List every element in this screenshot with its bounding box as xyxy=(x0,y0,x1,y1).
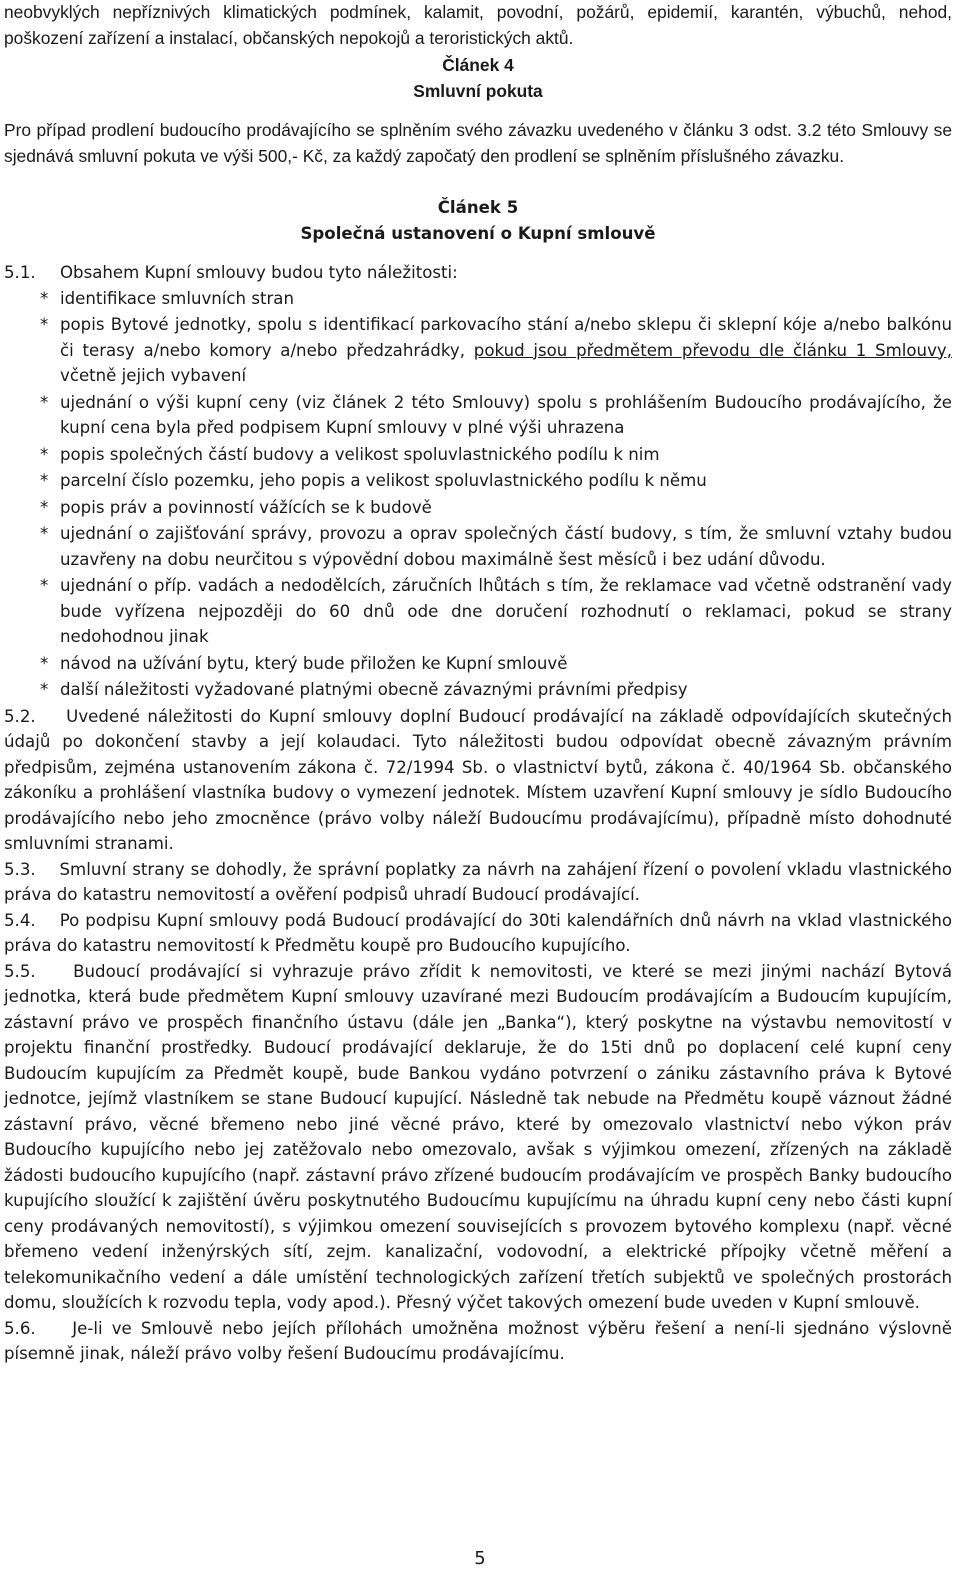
section-5-1 xyxy=(4,260,952,286)
article-4-title: Smluvní pokuta xyxy=(413,80,543,101)
underlined-text: pokud jsou předmětem převodu dle článku 1 Smlouvy, xyxy=(473,340,952,360)
bullet: * xyxy=(40,392,49,412)
section-5-6 xyxy=(4,1316,952,1367)
section-number: 5.3. xyxy=(4,859,36,879)
list-item xyxy=(4,677,952,703)
section-number: 5.1. xyxy=(4,263,36,282)
bullet: * xyxy=(40,471,49,490)
bullet: * xyxy=(40,524,49,543)
article-5-heading: Článek 5 xyxy=(437,198,519,217)
bullet: * xyxy=(40,653,49,673)
article-4-heading: Článek 4 xyxy=(442,55,514,75)
section-5-3 xyxy=(4,857,952,908)
list-item-text: ujednání o zajišťování správy, provozu a oprav společných částí budovy, s tím, že smluvní vztahy budou uzavřeny na dobu neurčitou s výpovědní dobou maximálně šest měsíců i bez udání důvodu. xyxy=(60,524,952,569)
list-item xyxy=(4,286,952,312)
section-number: 5.5. xyxy=(4,961,36,981)
section-5-4 xyxy=(4,908,952,959)
list-item-text: popis práv a povinností vážících se k budově xyxy=(60,497,432,517)
list-item-part: popis Bytové jednotky, spolu s identifikací parkovacího stání a/nebo sklepu či sklepní kóje a/nebo balkónu či terasy a/nebo komory a/nebo předzahrádky, xyxy=(60,315,952,360)
article-5-title: Společná ustanovení o Kupní smlouvě xyxy=(300,223,656,243)
list-item-text: ujednání o výši kupní ceny (viz článek 2 této Smlouvy) spolu s prohlášením Budoucího prodávajícího, že kupní cena byla před podpisem Kupní smlouvy v plné výši uhrazena xyxy=(60,392,952,437)
list-item-text: popis společných částí budovy a velikost spoluvlastnického podílu k nim xyxy=(60,444,660,464)
intro-paragraph: neobvyklých nepříznivých klimatických podmínek, kalamit, povodní, požárů, epidemií, karantén, výbuchů, nehod, poškození zařízení a instalací, občanských nepokojů a teroristických aktů. xyxy=(4,2,952,48)
section-text: Po podpisu Kupní smlouvy podá Budoucí prodávající do 30ti kalendářních dnů návrh na vklad vlastnického práva do katastru nemovitostí k Předmětu koupě pro Budoucího kupujícího. xyxy=(4,910,952,955)
list-item xyxy=(4,442,952,468)
requirements-list xyxy=(4,286,952,703)
section-text: Smluvní strany se dohodly, že správní poplatky za návrh na zahájení řízení o povolení vkladu vlastnického práva do katastru nemovitostí a ověření podpisů uhradí Budoucí prodávající. xyxy=(4,859,952,904)
section-text: Budoucí prodávající si vyhrazuje právo zřídit k nemovitosti, ve které se mezi jinými nachází Bytová jednotka, která bude předmětem Kupní smlouvy uzavírané mezi Budoucím prodávajícím a Budoucím kupujícím, zástavní právo ve prospěch finančního ústavu (dále jen „Banka“), který poskytne na výstavbu nemovitostí v projektu finanční prostředky. Budoucí prodávající deklaruje, že do 15ti dnů po doplacení celé kupní ceny Budoucím kupujícím za Předmět koupě, bude Bankou vydáno potvrzení o zániku zástavního práva k Bytové jednotce, jejímž vlastníkem se stane Budoucí kupující. Následně tak nebude na Předmětu koupě váznout žádné zástavní právo, věcné břemeno nebo jiné věcné právo, které by omezovalo vlastnictví nebo výkon práv Budoucího kupujícího nebo jej zatěžovalo nebo omezovalo, avšak s výjimkou omezení, zřízených na základě žádosti budoucího kupujícího (např. zástavní právo zřízené budoucím prodávajícím ve prospěch Banky budoucího kupujícího sloužící k zajištění úvěru poskytnutého Budoucímu kupujícímu na úhradu kupní ceny nebo části kupní ceny prodávaných nemovitostí), s výjimkou omezení souvisejících s provozem bytového komplexu (např. věcné břemeno vedení inženýrských sítí, zejm. kanalizační, vodovodní, a elektrické přípojky včetně měření a telekomunikačního vedení a dále umístění technologických zařízení třetích subjektů ve společných prostorách domu, sloužících k rozvodu tepla, vody apod.). Přesný výčet takových omezení bude uveden v Kupní smlouvě. xyxy=(4,961,952,1312)
list-item-text: další náležitosti vyžadované platnými obecně závaznými právními předpisy xyxy=(60,680,688,699)
list-item xyxy=(4,521,952,572)
list-item xyxy=(4,573,952,650)
section-text: Uvedené náležitosti do Kupní smlouvy doplní Budoucí prodávající na základě odpovídajících skutečných údajů po dokončení stavby a její kolaudaci. Tyto náležitosti budou odpovídat obecně závazným právním předpisům, zejména ustanovením zákona č. 72/1994 Sb. o vlastnictví bytů, zákona č. 40/1964 Sb. občanského zákoníku a prohlášení vlastníka budovy o vymezení jednotek. Místem uzavření Kupní smlouvy je sídlo Budoucího prodávajícího nebo jeho zmocněnce (právo volby náleží Budoucímu prodávajícímu), případně místo dohodnuté smluvními stranami. xyxy=(4,706,952,853)
page-number: 5 xyxy=(474,1548,486,1569)
article-4-text: Pro případ prodlení budoucího prodávajícího se splněním svého závazku uvedeného v článku 3 odst. 3.2 této Smlouvy se sjednává smluvní pokuta ve výši 500,- Kč, za každý započatý den prodlení se splněním příslušného závazku. xyxy=(4,120,952,166)
section-number: 5.6. xyxy=(4,1318,36,1338)
list-item xyxy=(4,468,952,494)
bullet: * xyxy=(40,497,49,517)
section-5-5 xyxy=(4,959,952,1316)
section-text: Je-li ve Smlouvě nebo jejích přílohách umožněna možnost výběru řešení a není-li sjednáno výslovně písemně jinak, náleží právo volby řešení Budoucímu prodávajícímu. xyxy=(4,1318,952,1363)
list-item xyxy=(4,651,952,677)
list-item-part: včetně jejich vybavení xyxy=(60,366,247,385)
list-item-text: ujednání o příp. vadách a nedodělcích, záručních lhůtách s tím, že reklamace vad včetně odstranění vady bude vyřízena nejpozději do 60 dnů ode dne doručení rozhodnutí o reklamaci, pokud se strany nedohodnou jinak xyxy=(60,576,952,646)
list-item xyxy=(4,390,952,441)
list-item-text: identifikace smluvních stran xyxy=(60,288,294,308)
bullet: * xyxy=(40,444,49,464)
list-item-text: návod na užívání bytu, který bude přiložen ke Kupní smlouvě xyxy=(60,653,568,673)
list-item-text xyxy=(60,312,952,389)
bullet: * xyxy=(40,576,49,595)
section-number: 5.4. xyxy=(4,910,36,930)
bullet: * xyxy=(40,680,49,699)
section-number: 5.2. xyxy=(4,706,36,726)
list-item xyxy=(4,312,952,389)
bullet: * xyxy=(40,315,49,334)
document-page xyxy=(4,0,952,1367)
list-item xyxy=(4,495,952,521)
section-5-2 xyxy=(4,704,952,857)
bullet: * xyxy=(40,288,49,308)
section-text: Obsahem Kupní smlouvy budou tyto náležitosti: xyxy=(60,263,458,282)
list-item-text: parcelní číslo pozemku, jeho popis a velikost spoluvlastnického podílu k němu xyxy=(60,471,707,490)
